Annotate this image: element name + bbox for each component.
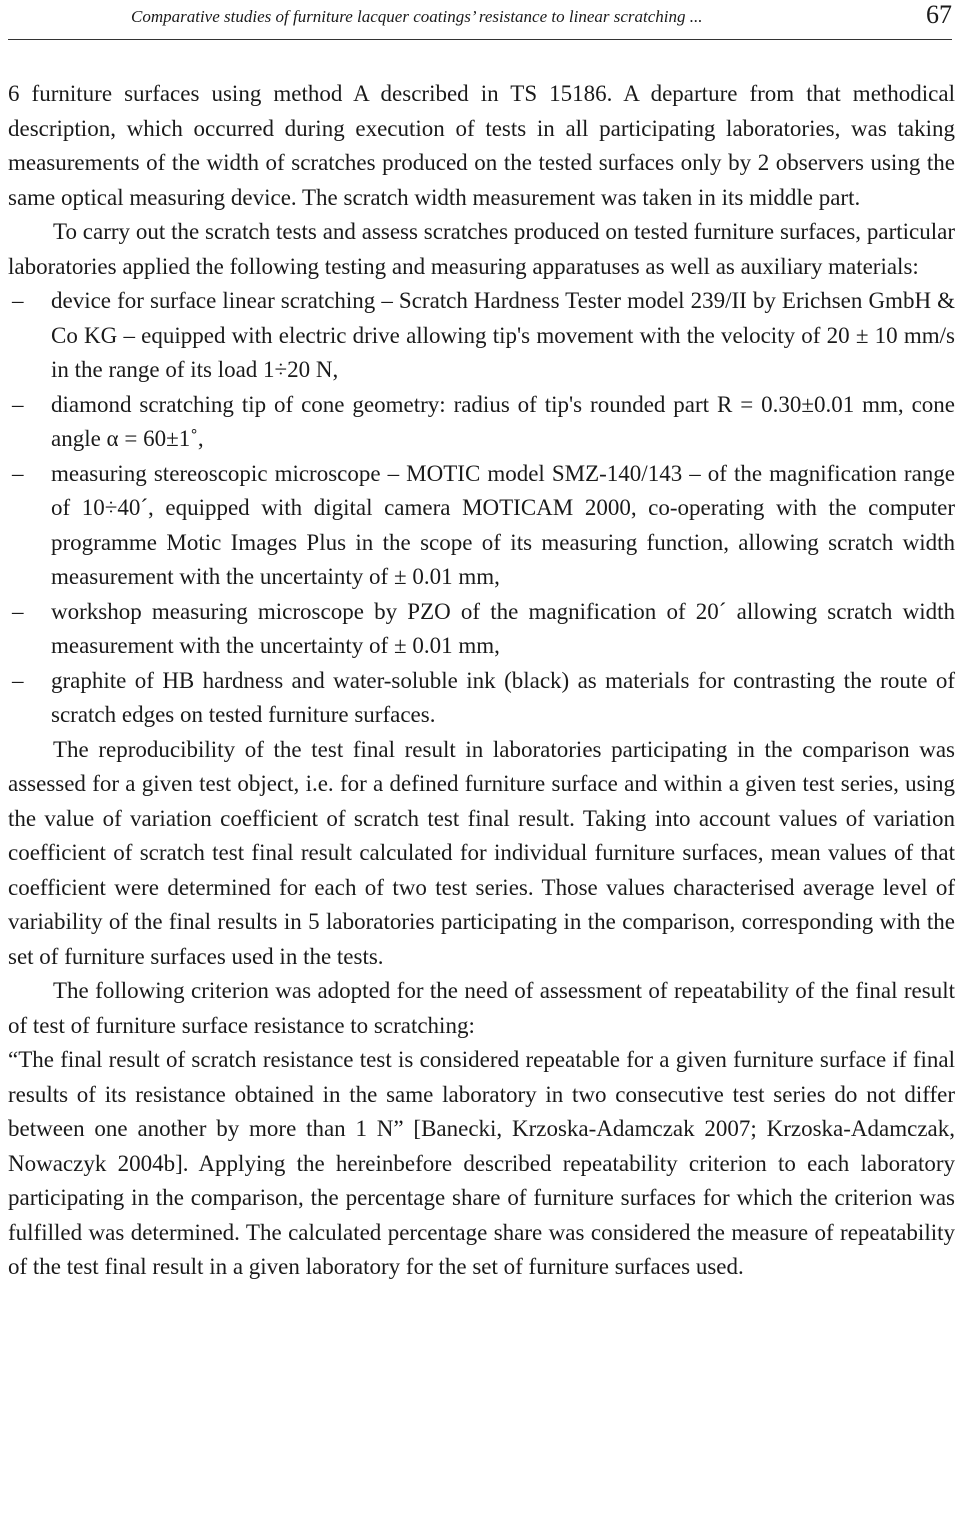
dash-bullet: –: [12, 288, 24, 313]
list-item: [8, 388, 955, 457]
header-rule: [8, 39, 952, 40]
list-item: [8, 284, 955, 388]
paragraph-1: 6 furniture surfaces using method A described in TS 15186. A departure from that methodical description, which occurred during execution of tests in all participating laboratories, was taking measurements of the width of scratches produced on the tested surfaces only by 2 observers using the same optical measuring device. The scratch width measurement was taken in its middle part.: [8, 81, 955, 210]
list-item-text: graphite of HB hardness and water-soluble ink (black) as materials for contrasting the route of scratch edges on tested furniture surfaces.: [51, 667, 955, 727]
paragraph-3: The reproducibility of the test final result in laboratories participating in the comparison was assessed for a given test object, i.e. for a defined furniture surface and within a given test series, using the value of variation coefficient of scratch test final result. Taking into account values of variation coefficient of scratch test final result calculated for individual furniture surfaces, mean values of that coefficient were determined for each of two test series. Those values characterised average level of variability of the final results in 5 laboratories participating in the comparison, corresponding with the set of furniture surfaces used in the tests.: [8, 736, 955, 969]
dash-bullet: –: [12, 667, 24, 693]
paragraph-5-quote: “The final result of scratch resistance test is considered repeatable for a given furniture surface if final results of its resistance obtained in the same laboratory in two consecutive test series do not differ between one another by more than 1 N” [Banecki, Krzoska-Adamczak 2007; Krzoska-Adamczak, Nowaczyk 2004b]. Applying the hereinbefore described repeatability criterion to each laboratory participating in the comparison, the percentage share of furniture surfaces for which the criterion was fulfilled was determined. The calculated percentage share was considered the measure of repeatability of the test final result in a given laboratory for the set of furniture surfaces used.: [8, 1047, 955, 1279]
running-header: [0, 0, 960, 40]
list-item-text: measuring stereoscopic microscope – MOTIC model SMZ-140/143 – of the magnification range of 10÷40´, equipped with digital camera MOTICAM 2000, co-operating with the computer programme Motic Images Plus in the scope of its measuring function, allowing scratch width measurement with the uncertainty of ± 0.01 mm,: [51, 460, 955, 589]
paragraph-4: The following criterion was adopted for the need of assessment of repeatability of the final result of test of furniture surface resistance to scratching:: [8, 978, 955, 1038]
dash-bullet: –: [12, 460, 24, 486]
apparatus-list: [8, 284, 955, 733]
list-item: [8, 595, 955, 664]
paragraph-2: To carry out the scratch tests and assess scratches produced on tested furniture surfaces, particular laboratories applied the following testing and measuring apparatuses as well as auxiliary materials:: [8, 219, 955, 279]
dash-bullet: –: [12, 391, 24, 417]
list-item: [8, 664, 955, 733]
dash-bullet: –: [12, 598, 24, 624]
body-text: [8, 77, 955, 1285]
list-item: [8, 457, 955, 595]
list-item-text: workshop measuring microscope by PZO of the magnification of 20´ allowing scratch width measurement with the uncertainty of ± 0.01 mm,: [51, 598, 955, 658]
running-title: Comparative studies of furniture lacquer coatings’ resistance to linear scratching ...: [131, 7, 703, 26]
page-number: 67: [926, 0, 952, 29]
list-item-text: device for surface linear scratching – Scratch Hardness Tester model 239/II by Erichsen GmbH & Co KG – equipped with electric drive allowing tip's movement with the velocity of 20 ± 10 mm/s in the range of its load 1÷20 N,: [51, 288, 955, 382]
list-item-text: diamond scratching tip of cone geometry: radius of tip's rounded part R = 0.30±0.01 mm, cone angle α = 60±1˚,: [51, 391, 955, 451]
